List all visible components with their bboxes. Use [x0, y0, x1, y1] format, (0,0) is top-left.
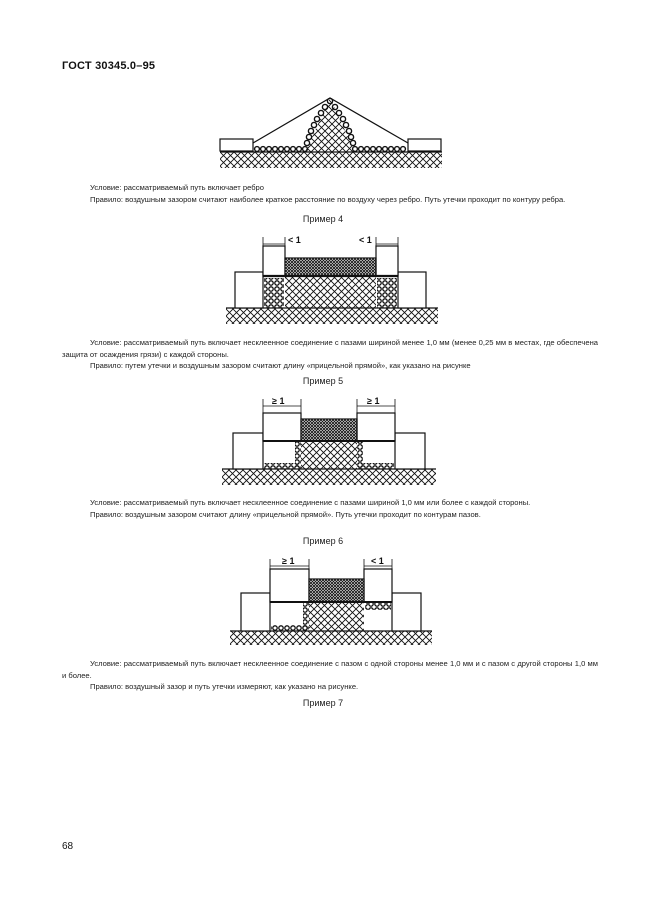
page-number: 68 — [62, 841, 74, 852]
figure-example-4 — [226, 232, 438, 326]
page-header: ГОСТ 30345.0–95 — [62, 60, 156, 72]
example-title-4: Пример 4 — [302, 214, 344, 224]
example-title-5: Пример 5 — [302, 376, 344, 386]
dimension-label-right: < 1 — [359, 235, 372, 245]
dimension-label-right: ≥ 1 — [367, 396, 380, 406]
dimension-label-left: ≥ 1 — [272, 396, 285, 406]
example-title-6: Пример 6 — [302, 536, 344, 546]
rule-text: Правило: воздушный зазор и путь утечки измеряют, как указано на рисунке. — [90, 682, 359, 691]
dimension-label-left: < 1 — [288, 235, 301, 245]
figure-rib — [220, 96, 442, 170]
caption-example-5 — [62, 497, 598, 520]
caption-example-6 — [62, 658, 598, 693]
rule-text: Правило: путем утечки и воздушным зазором считают длину «прицельной прямой», как указано на рисунке — [90, 361, 471, 370]
condition-text: Условие: рассматриваемый путь включает несклеенное соединение с пазами шириной менее 1,0 мм (менее 0,25 мм в местах, где обеспечена защита от осаждения грязи) с каждой стороны. — [62, 338, 598, 359]
figure-example-6 — [230, 553, 432, 647]
dimension-label-right: < 1 — [371, 556, 384, 566]
rule-text: Правило: воздушным зазором считают длину «прицельной прямой». Путь утечки проходит по контурам пазов. — [90, 509, 481, 519]
condition-text: Условие: рассматриваемый путь включает несклеенное соединение с пазом с одной стороны менее 1,0 мм и с пазом с другой стороны 1,0 мм и более. — [62, 659, 598, 680]
caption-rib — [62, 182, 598, 205]
caption-example-4 — [62, 337, 598, 372]
example-title-7: Пример 7 — [302, 698, 344, 708]
condition-text: Условие: рассматриваемый путь включает ребро — [90, 183, 265, 192]
rule-text: Правило: воздушным зазором считают наиболее краткое расстояние по воздуху через ребро. Путь утечки проходит по контуру ребра. — [90, 194, 566, 204]
condition-text: Условие: рассматриваемый путь включает несклеенное соединение с пазами шириной 1,0 мм или более с каждой стороны. — [90, 498, 531, 507]
dimension-label-left: ≥ 1 — [282, 556, 295, 566]
figure-example-5 — [222, 393, 436, 487]
